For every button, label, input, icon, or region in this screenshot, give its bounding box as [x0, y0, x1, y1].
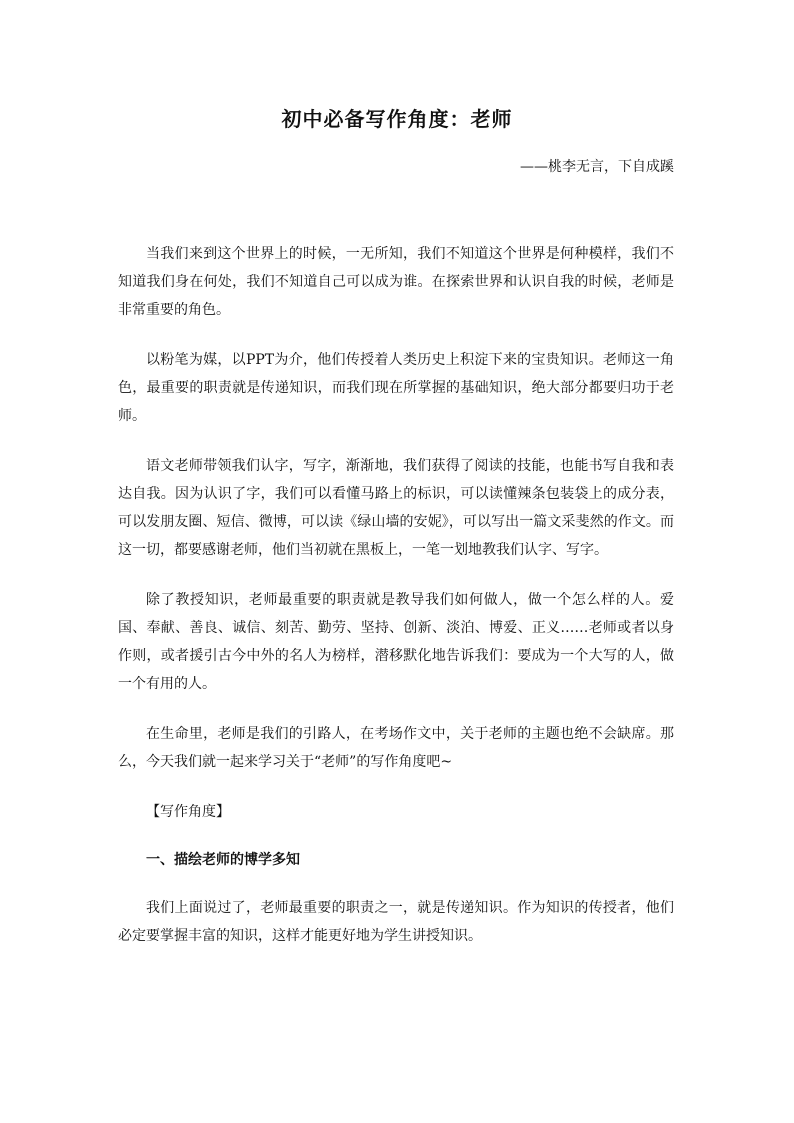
intro-paragraph-1: 当我们来到这个世界上的时候，一无所知，我们不知道这个世界是何种模样，我们不知道我们身在何处，我们不知道自己可以成为谁。在探索世界和认识自我的时候，老师是非常重要的角色。 [118, 246, 674, 318]
page-subtitle: ——桃李无言，下自成蹊 [520, 159, 674, 175]
intro-paragraph-5: 在生命里，老师是我们的引路人，在考场作文中，关于老师的主题也绝不会缺席。那么，今天我们就一起来学习关于“老师”的写作角度吧~ [118, 726, 674, 770]
intro-paragraph-2: 以粉笔为媒，以PPT为介，他们传授着人类历史上积淀下来的宝贵知识。老师这一角色，最重要的职责就是传递知识，而我们现在所掌握的基础知识，绝大部分都要归功于老师。 [118, 352, 674, 424]
section-heading: 一、描绘老师的博学多知 [146, 852, 300, 868]
intro-paragraph-4: 除了教授知识，老师最重要的职责就是教导我们如何做人，做一个怎么样的人。爱国、奉献、善良、诚信、刻苦、勤劳、坚持、创新、淡泊、博爱、正义……老师或者以身作则，或者援引古今中外的名人为榜样，潜移默化地告诉我们：要成为一个大写的人，做一个有用的人。 [118, 592, 674, 692]
section-marker: 【写作角度】 [146, 804, 230, 820]
document-body [118, 240, 674, 972]
page-title: 初中必备写作角度：老师 [281, 107, 513, 131]
intro-paragraph-3: 语文老师带领我们认字，写字，渐渐地，我们获得了阅读的技能，也能书写自我和表达自我。因为认识了字，我们可以看懂马路上的标识，可以读懂辣条包装袋上的成分表，可以发朋友圈、短信、微博，可以读《绿山墙的安妮》，可以写出一篇文采斐然的作文。而这一切，都要感谢老师，他们当初就在黑板上，一笔一划地教我们认字、写字。 [118, 458, 674, 558]
section-paragraph: 我们上面说过了，老师最重要的职责之一，就是传递知识。作为知识的传授者，他们必定要掌握丰富的知识，这样才能更好地为学生讲授知识。 [118, 900, 674, 944]
